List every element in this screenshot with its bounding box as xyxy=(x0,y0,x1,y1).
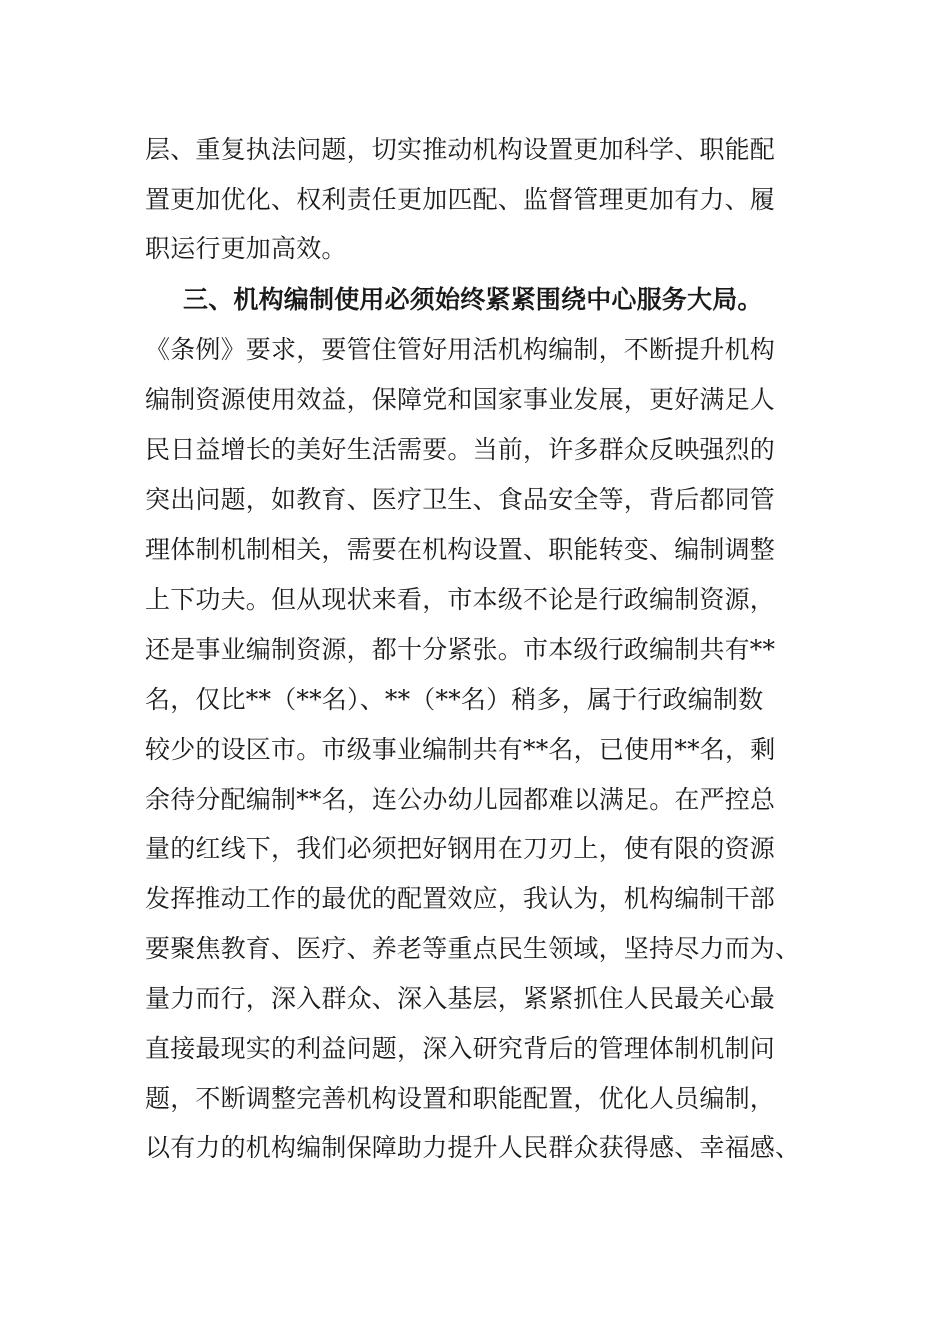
text-line-15: 量的红线下，我们必须把好钢用在刀刃上，使有限的资源 xyxy=(145,834,776,863)
text-line-13: 较少的设区市。市级事业编制共有**名，已使用**名，剩 xyxy=(145,735,776,764)
text-line-12: 名，仅比**（**名）、**（**名）稍多，属于行政编制数 xyxy=(145,685,764,714)
text-line-8: 突出问题，如教育、医疗卫生、食品安全等，背后都同管 xyxy=(145,485,776,514)
text-line-14: 余待分配编制**名，连公办幼儿园都难以满足。在严控总 xyxy=(145,785,776,814)
text-line-7: 民日益增长的美好生活需要。当前，许多群众反映强烈的 xyxy=(145,435,776,464)
text-line-6: 编制资源使用效益，保障党和国家事业发展，更好满足人 xyxy=(145,385,776,414)
text-line-20: 题，不断调整完善机构设置和职能配置，优化人员编制， xyxy=(145,1084,776,1113)
text-line-19: 直接最现实的利益问题，深入研究背后的管理体制机制问 xyxy=(145,1034,776,1063)
text-line-11: 还是事业编制资源，都十分紧张。市本级行政编制共有** xyxy=(145,635,776,664)
text-line-10: 上下功夫。但从现状来看，市本级不论是行政编制资源， xyxy=(145,585,776,614)
text-line-2: 置更加优化、权利责任更加匹配、监督管理更加有力、履 xyxy=(145,185,776,214)
text-line-21: 以有力的机构编制保障助力提升人民群众获得感、幸福感、 xyxy=(145,1133,801,1162)
section-heading: 三、机构编制使用必须始终紧紧围绕中心服务大局。 xyxy=(183,285,763,314)
text-line-16: 发挥推动工作的最优的配置效应，我认为，机构编制干部 xyxy=(145,884,776,913)
text-line-9: 理体制机制相关，需要在机构设置、职能转变、编制调整 xyxy=(145,535,776,564)
text-line-5: 《条例》要求，要管住管好用活机构编制，不断提升机构 xyxy=(145,335,776,364)
text-line-3: 职运行更加高效。 xyxy=(145,234,347,263)
text-line-18: 量力而行，深入群众、深入基层，紧紧抓住人民最关心最 xyxy=(145,984,776,1013)
text-line-17: 要聚焦教育、医疗、养老等重点民生领域，坚持尽力而为、 xyxy=(145,934,801,963)
text-line-1: 层、重复执法问题，切实推动机构设置更加科学、职能配 xyxy=(145,135,776,164)
